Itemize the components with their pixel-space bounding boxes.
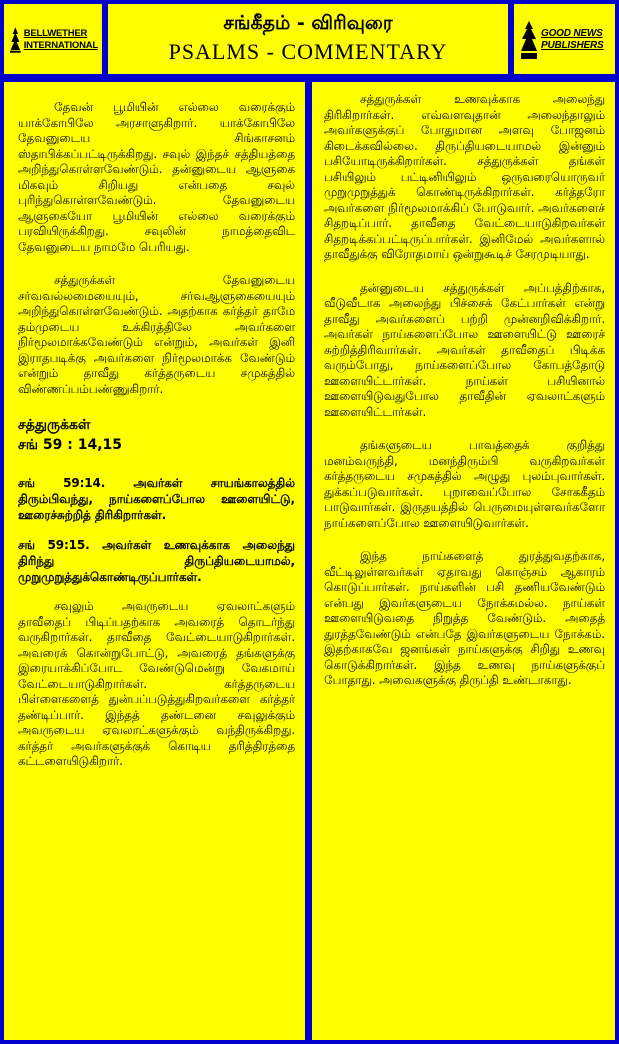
verse-59-15: சங் 59:15. அவர்கள் உணவுக்காக அலைந்து திரிந்து திருப்தியடையாமல், முறுமுறுத்துக்கொண்டிருப்பார்கள். <box>18 538 295 584</box>
left-column <box>4 82 305 1040</box>
page-title-tamil: சங்கீதம் - விரிவுரை <box>223 12 393 34</box>
section-heading <box>18 415 295 455</box>
left-paragraph-3: சவுலும் அவருடைய ஏவலாட்களும் தாவீதைப் பிடிப்பதற்காக அவரைத் தொடர்ந்து வருகிறார்கள். தாவீதை வேட்டையாடுகிறார்கள். அவரைக் கொன்றுபோட்டு, அவரைத் தங்களுக்கு இரையாக்கிப்போட வேண்டுமென்று வேகமாய் வேட்டையாடுகிறார்கள். கர்த்தருடைய பிள்ளைகளைத் துன்பப்படுத்துகிறவர்களை கர்த்தர் தண்டிப்பார். இந்தத் தண்டனை சவுலுக்கும் அவருடைய ஏவலாட்களுக்கும் வந்திருக்கிறது. கர்த்தர் அவர்களுக்குக் கொடிய தரித்திரத்தை கட்டளையிடுகிறார். <box>18 599 295 768</box>
right-column <box>312 82 615 1040</box>
left-paragraph-2: சத்துருக்கள் தேவனுடைய சர்வவல்லமையையும், சர்வஆளுகையையும் அறிந்துகொள்ளவேண்டும். அதற்காக கர்த்தர் தாமே தம்முடைய உக்கிரத்திலே அவர்களை நிர்மூலமாக்கவேண்டும் என்றும், அவர்கள் இனி இராதபடிக்கு அவர்களை நிர்மூலமாக்க வேண்டும் என்றும் தாவீது கர்த்தருடைய சமுகத்தில் விண்ணப்பம்பண்ணுகிறார். <box>18 273 295 396</box>
verse-59-14: சங் 59:14. அவர்கள் சாயங்காலத்தில் திரும்பிவந்து, நாய்களைப்போல ஊளையிட்டு, ஊரைச்சுற்றித் திரிகிறார்கள். <box>18 476 295 522</box>
page-header <box>2 2 617 77</box>
bellwether-logo-line1: BELLWETHER <box>23 28 88 39</box>
book-pages-icon <box>520 21 538 59</box>
page-title-english: PSALMS - COMMENTARY <box>168 39 448 64</box>
good-news-logo <box>514 4 615 74</box>
right-paragraph-2: தன்னுடைய சத்துருக்கள் அப்பத்திற்காக, வீடுவீடாக அலைந்து பிச்சைக் கேட்பார்கள் என்று தாவீது அவர்களைப் பற்றி முன்னறிவிக்கிறார். அவர்கள் நாய்களைப்போல ஊளையிட்டு ஊரைச் சுற்றித்திரிவார்கள். அவர்கள் தாவீதைப் பிடிக்க வரும்போது, நாய்களைப்போல கோபத்தோடு ஊளையிட்டார்கள். நாய்கள் பசியினால் ஊளையிடுவதுபோல தாவீதின் ஏவலாட்களும் ஊளையிட்டார்கள். <box>324 280 605 419</box>
section-heading-title: சத்துருக்கள் <box>18 417 91 433</box>
right-paragraph-3: தங்களுடைய பாவத்தைக் குறித்து மனம்வருந்தி, மனந்திரும்பி வருகிறவர்கள் கர்த்தருடைய சமுகத்தில் அழுது புலம்புவார்கள். துக்கப்படுவார்கள். புறாவைப்போல சோககீதம் பாடுவார்கள். இருதயத்தில் பெருமையுள்ளவர்களோ நாய்களைப்போல ஊளையிடுவார்கள். <box>324 438 605 530</box>
page-frame <box>2 2 617 1042</box>
bellwether-icon <box>10 21 21 59</box>
bellwether-logo-line2: INTERNATIONAL <box>23 40 98 51</box>
title-box <box>108 4 508 74</box>
right-paragraph-1: சத்துருக்கள் உணவுக்காக அலைந்து திரிகிறார்கள். எவ்வளவுதான் அலைந்தாலும் அவர்களுக்குப் போதுமான அளவு போஜனம் கிடைக்கவில்லை. திருப்தியடையாமல் இன்னும் பசியோடிருக்கிறார்கள். சத்துருக்கள் தங்கள் பசியிலும் பட்டினியிலும் ஒருவரையொருவர் முறுமுறுத்துக் கொண்டிருக்கிறார்கள். கர்த்தரோ அவர்களை நிர்மூலமாக்கிப் போடுவார். அவர்களைச் சிதறடிப்பார். தாவீதை வேட்டையாடுகிறவர்கள் சிதறடிக்கப்பட்டிருப்பார்கள். இனிமேல் அவர்களால் தாவீதுக்கு விரோதமாய் ஒன்றுகூடிச் சேரமுடியாது. <box>324 92 605 261</box>
right-paragraph-4: இந்த நாய்களைத் துரத்துவதற்காக, வீட்டிலுள்ளவர்கள் ஏதாவது கொஞ்சம் ஆகாரம் கொடுப்பார்கள். நாய்களின் பசி தணியவேண்டும் என்பது இவர்களுடைய நோக்கமல்ல. நாய்கள் ஊளையிடுவதை நிறுத்த வேண்டும். அதைத் துரத்தவேண்டும் என்பதே இவர்களுடைய நோக்கம். இதற்காகவே ஜனங்கள் நாய்களுக்கு சிறிது உணவு கொடுக்கிறார்கள். இந்த உணவு நாய்களுக்குப் போதாது. அவைகளுக்கு திருப்தி உண்டாகாது. <box>324 549 605 687</box>
bellwether-logo <box>4 4 102 74</box>
section-heading-reference: சங் 59 : 14,15 <box>18 437 123 453</box>
good-news-logo-line2: PUBLISHERS <box>541 40 604 51</box>
good-news-logo-line1: GOOD NEWS <box>541 28 603 39</box>
left-paragraph-1: தேவன் பூமியின் எல்லை வரைக்கும் யாக்கோபிலே அரசாளுகிறார். யாக்கோபிலே தேவனுடைய சிங்காசனம் ஸ்தாபிக்கப்பட்டிருக்கிறது. சவுல் இந்தச் சத்தியத்தை அறிந்துகொள்ளவேண்டும். தன்னுடைய ஆளுகை மிகவும் சிறியது என்பதை சவுல் புரிந்துகொள்ளவேண்டும். தேவனுடைய ஆளுகையோ பூமியின் எல்லை வரைக்கும் பரவியிருக்கிறது. சவுலின் நாமத்தைவிட தேவனுடைய நாமமே பெரியது. <box>18 100 295 254</box>
